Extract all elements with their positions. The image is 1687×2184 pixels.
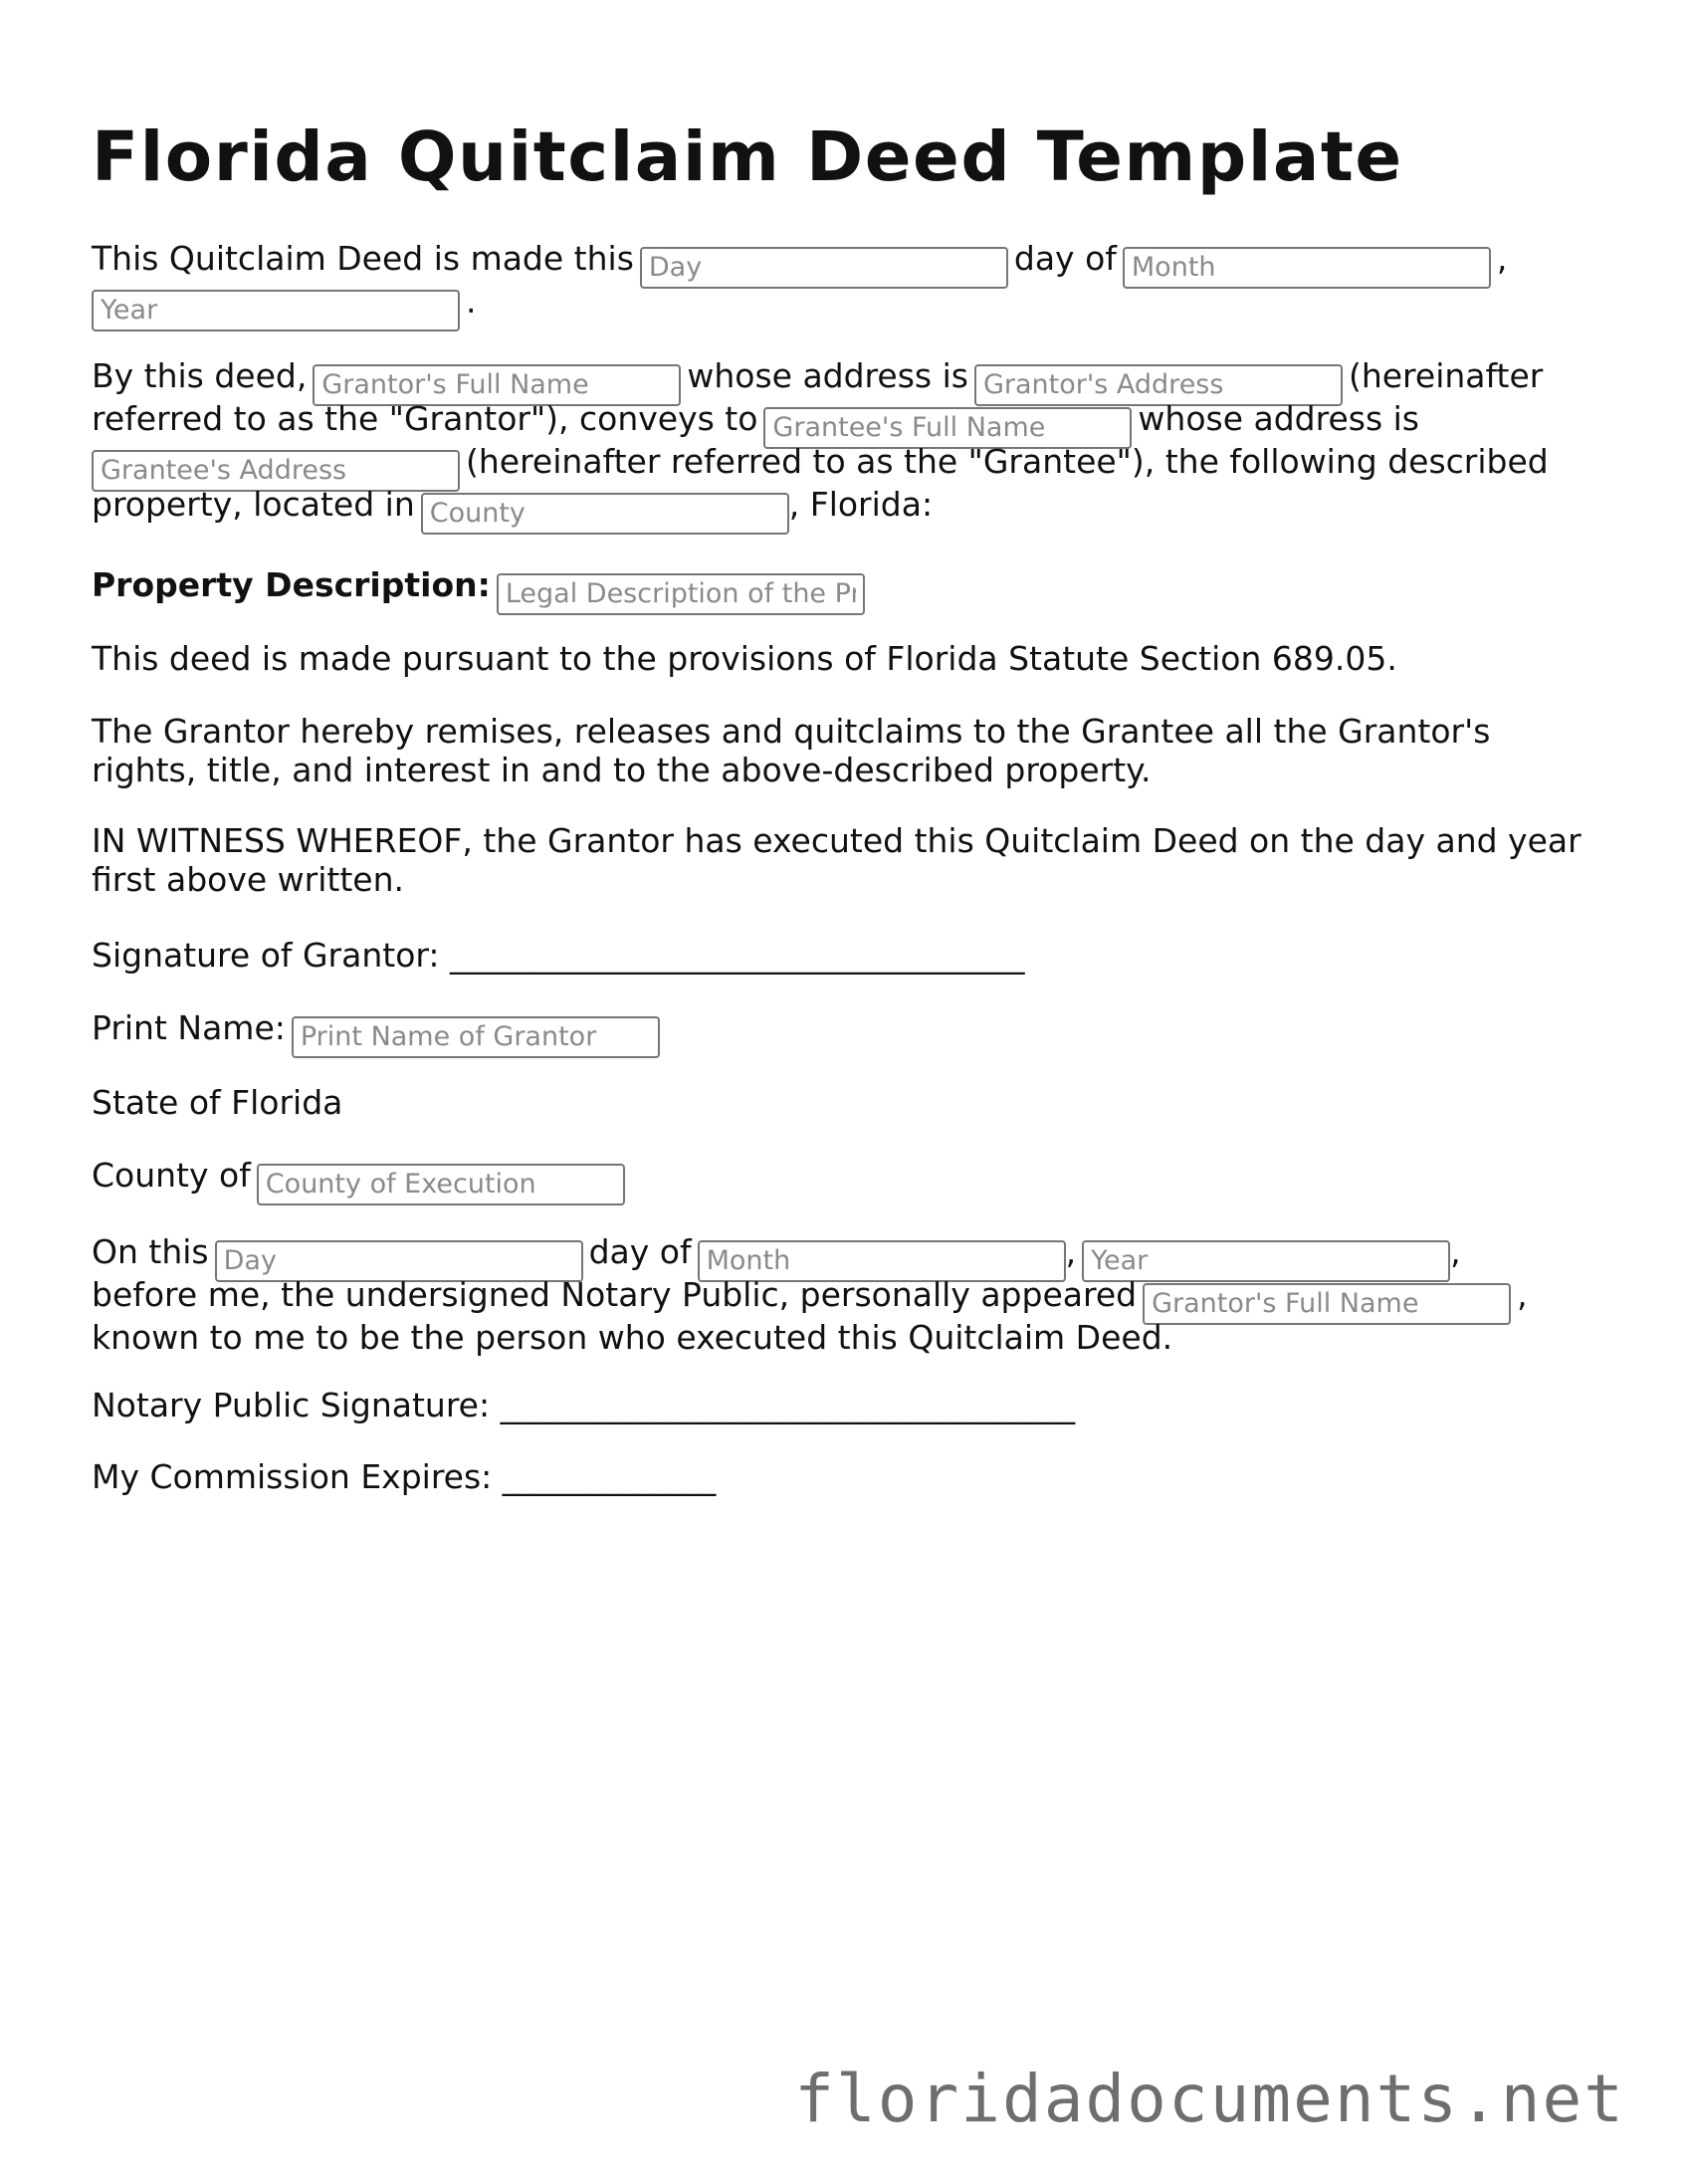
notary-line-3-text: known to me to be the person who executed this Quitclaim Deed. <box>92 1318 1173 1357</box>
conveyance-text-4: referred to as the "Grantor"), conveys to <box>92 399 758 438</box>
intro-period: . <box>466 282 477 321</box>
deed-month-input[interactable] <box>1123 247 1491 289</box>
witness-line-2: first above written. <box>92 860 404 899</box>
property-description-label: Property Description: <box>92 565 491 604</box>
statute-paragraph <box>92 637 1604 680</box>
print-name-input[interactable] <box>292 1016 660 1058</box>
witness-line-1: IN WITNESS WHEREOF, the Grantor has executed this Quitclaim Deed on the day and year <box>92 821 1582 860</box>
statute-text: This deed is made pursuant to the provisions of Florida Statute Section 689.05. <box>92 639 1397 678</box>
page-title: Florida Quitclaim Deed Template <box>92 117 1403 197</box>
grantor-signature-row <box>92 934 1604 977</box>
notary-on-this-text: On this <box>92 1232 209 1271</box>
grantor-signature-line: Signature of Grantor: ___________________________________ <box>92 936 1025 975</box>
notary-signature-row <box>92 1384 1604 1426</box>
county-execution-input[interactable] <box>257 1164 625 1205</box>
conveyance-text-6: (hereinafter referred to as the "Grantee"), the following described <box>466 442 1549 481</box>
site-watermark: floridadocuments.net <box>794 2061 1625 2137</box>
deed-year-input[interactable] <box>92 290 460 331</box>
conveyance-text-7: property, located in <box>92 485 415 524</box>
intro-comma: , <box>1496 239 1508 278</box>
notary-comma-1: , <box>1065 1232 1077 1271</box>
conveyance-text-1: By this deed, <box>92 356 308 395</box>
notary-day-of-text: day of <box>588 1232 692 1271</box>
conveyance-text-5: whose address is <box>1138 399 1420 438</box>
conveyance-text-3: (hereinafter <box>1348 356 1544 395</box>
county-execution-label: County of <box>92 1156 251 1195</box>
conveyance-text-2: whose address is <box>687 356 968 395</box>
print-name-row <box>92 1006 1604 1049</box>
remise-paragraph <box>92 712 1604 789</box>
witness-paragraph <box>92 821 1604 899</box>
conveyance-text-8: , Florida: <box>788 485 934 524</box>
conveyance-paragraph <box>92 354 1604 526</box>
county-execution-row <box>92 1154 1604 1197</box>
remise-line-1: The Grantor hereby remises, releases and quitclaims to the Grantee all the Grantor's <box>92 712 1491 751</box>
notary-grantor-name-input[interactable] <box>1143 1283 1511 1325</box>
notary-paragraph <box>92 1230 1604 1359</box>
county-input[interactable] <box>421 493 789 535</box>
notary-comma-2: , <box>1450 1232 1461 1271</box>
notary-comma-3: , <box>1517 1275 1528 1314</box>
notary-signature-line: Notary Public Signature: ___________________________________ <box>92 1386 1076 1424</box>
commission-row <box>92 1455 1604 1498</box>
intro-text: This Quitclaim Deed is made this <box>92 239 634 278</box>
intro-day-of-text: day of <box>1013 239 1117 278</box>
commission-line: My Commission Expires: _____________ <box>92 1457 717 1496</box>
print-name-label: Print Name: <box>92 1008 286 1047</box>
property-description-input[interactable] <box>497 573 865 615</box>
state-text: State of Florida <box>92 1083 343 1122</box>
intro-paragraph <box>92 237 1604 323</box>
remise-line-2: rights, title, and interest in and to the above-described property. <box>92 751 1152 789</box>
state-row <box>92 1081 1604 1124</box>
deed-day-input[interactable] <box>640 247 1008 289</box>
property-description-row <box>92 563 1604 606</box>
notary-line-2-text: before me, the undersigned Notary Public, personally appeared <box>92 1275 1138 1314</box>
